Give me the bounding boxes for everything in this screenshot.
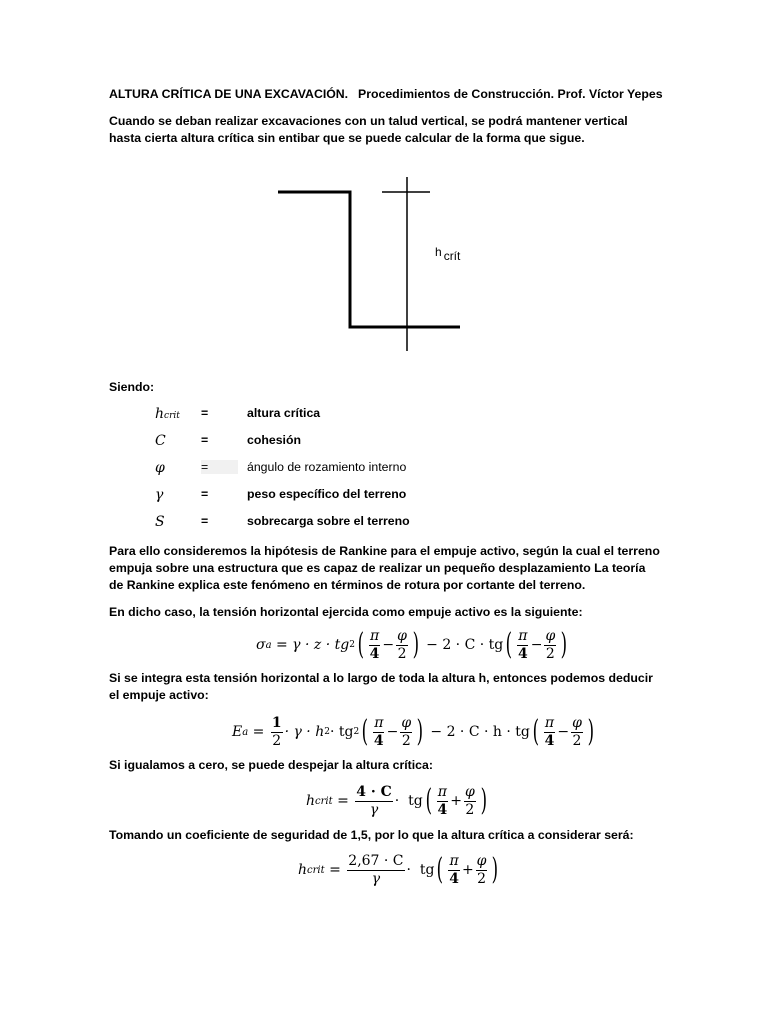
intro-paragraph: Cuando se deban realizar excavaciones con un talud vertical, se podrá mantener vertical hasta cierta altura crítica sin entibar que se puede calcular de la forma que sigue. — [109, 114, 628, 145]
definition-symbol: γ — [155, 487, 164, 503]
excavation-diagram — [270, 170, 470, 355]
definition-row: γ = peso específico del terreno — [155, 487, 407, 503]
tension-paragraph: En dicho caso, la tensión horizontal ejercida como empuje activo es la siguiente: — [109, 605, 583, 619]
document-title: ALTURA CRÍTICA DE UNA EXCAVACIÓN. — [109, 87, 349, 101]
definition-symbol: hcrit — [155, 406, 180, 422]
rankine-paragraph: Para ello consideremos la hipótesis de Rankine para el empuje activo, según la cual el terreno empuja sobre una estructura que es capaz de realizar un pequeño desplazamiento La teoría de Rankine explica este fenómeno en términos de rotura por cortante del terreno. — [109, 544, 660, 592]
formula-ea: E a = $\frac{1}{2}$ · γ · h 2 · tg 2 ( $\frac{\pi}{4}$ − $\frac{\varphi}{2}$ ) − 2 · C · h · tg ( $\frac{\pi}{4}$ − $\frac{\varphi}{2}$ ) — [232, 714, 594, 749]
definition-symbol: φ — [155, 460, 165, 476]
definition-symbol: C — [155, 433, 166, 449]
formula-sigma-a: σ a = γ · z · tg 2 ( $\frac{\pi}{4}$ − $\frac{\varphi}{2}$ ) − 2 · C · tg ( $\frac{\pi}{4}$ − $\frac{\varphi}{2}$ ) — [256, 627, 568, 662]
cero-paragraph: Si igualamos a cero, se puede despejar la altura crítica: — [109, 758, 433, 772]
course-header: Procedimientos de Construcción. Prof. Víctor Yepes — [358, 87, 663, 101]
definition-row: hcrit = altura crítica — [155, 406, 321, 422]
definition-symbol: S — [155, 514, 165, 530]
formula-hcrit: h crit = $\frac{4 \cdot C}{\gamma}$ · tg ( $\frac{\pi}{4}$ + $\frac{\varphi}{2}$ ) — [306, 783, 487, 818]
formula-hcrit-safety: h crit = $\frac{2,67 \cdot C}{\gamma}$ · tg ( $\frac{\pi}{4}$ + $\frac{\varphi}{2}$ ) — [298, 852, 499, 887]
definition-row: S = sobrecarga sobre el terreno — [155, 514, 410, 530]
definition-row: C = cohesión — [155, 433, 301, 449]
excavation-profile — [278, 192, 460, 327]
hcrit-label: h crít — [435, 245, 461, 263]
integra-paragraph: Si se integra esta tensión horizontal a lo largo de toda la altura h, entonces podemos deducir el empuje activo: — [109, 671, 653, 702]
definition-row: φ = ángulo de rozamiento interno — [155, 460, 407, 476]
seguridad-paragraph: Tomando un coeficiente de seguridad de 1,5, por lo que la altura crítica a considerar será: — [109, 828, 634, 842]
siendo-label: Siendo: — [109, 380, 155, 394]
